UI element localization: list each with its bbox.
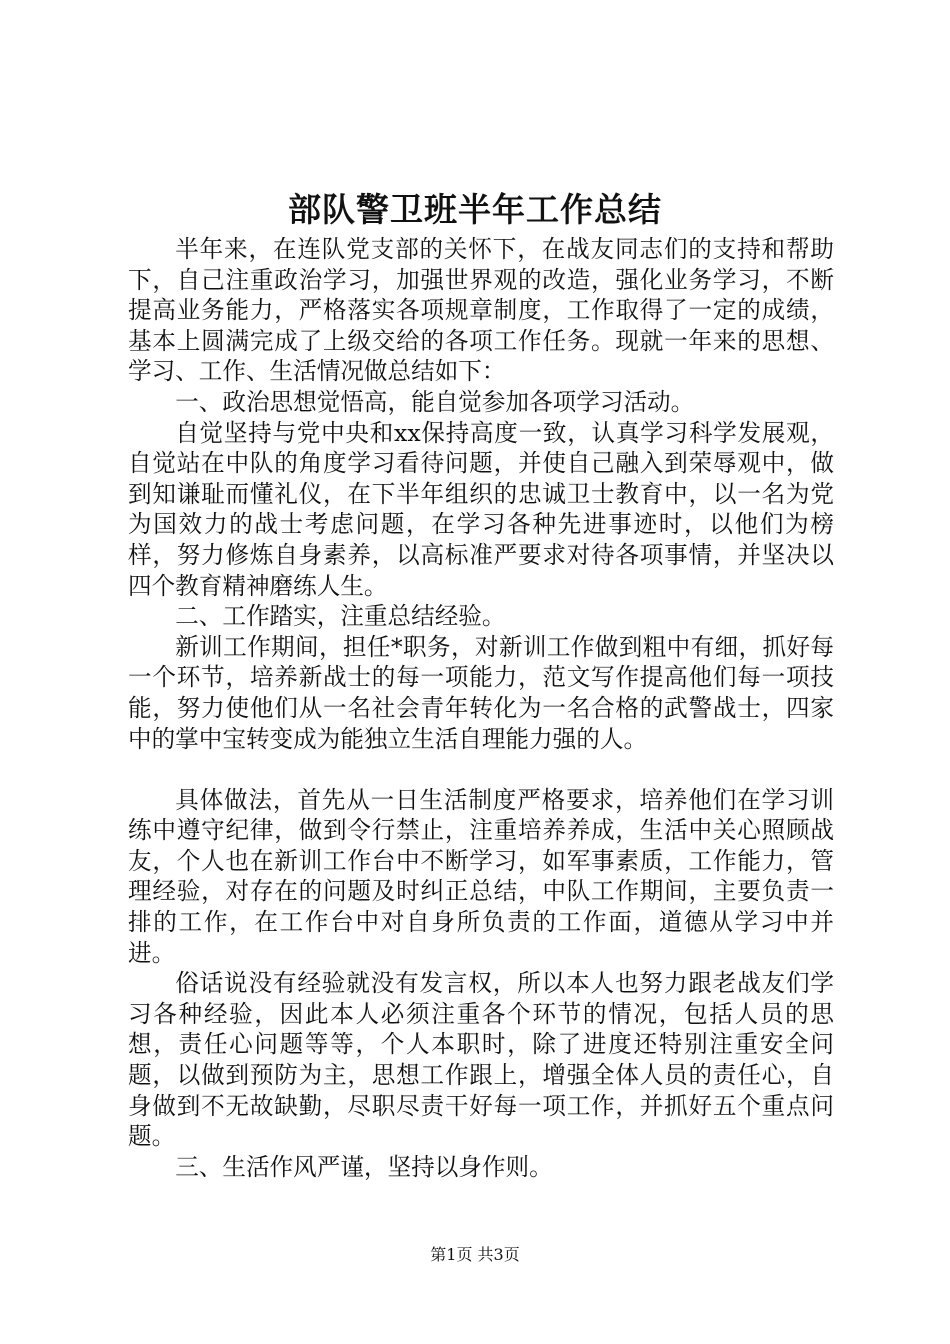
document-body: [128, 234, 834, 1182]
section-heading-life: 三、生活作风严谨，坚持以身作则。: [175, 1152, 553, 1181]
page-number-footer: 第1页 共3页: [430, 1245, 520, 1264]
intro-paragraph: 半年来，在连队党支部的关怀下，在战友同志们的支持和帮助下，自己注重政治学习，加强世界观的改造，强化业务学习，不断提高业务能力，严格落实各项规章制度，工作取得了一定的成绩，基本上圆满完成了上级交给的各项工作任务。现就一年来的思想、学习、工作、生活情况做总结如下：: [128, 235, 834, 386]
experience-paragraph: 俗话说没有经验就没有发言权，所以本人也努力跟老战友们学习各种经验，因此本人必须注重各个环节的情况，包括人员的思想，责任心问题等等，个人本职时，除了进度还特别注重安全问题，以做到预防为主，思想工作跟上，增强全体人员的责任心，自身做到不无故缺勤，尽职尽责干好每一项工作，并抓好五个重点问题。: [128, 969, 834, 1151]
section-heading-political: 一、政治思想觉悟高，能自觉参加各项学习活动。: [175, 387, 695, 416]
document-title: 部队警卫班半年工作总结: [288, 190, 662, 229]
section-heading-work: 二、工作踏实，注重总结经验。: [175, 602, 506, 631]
training-paragraph: 新训工作期间，担任*职务，对新训工作做到粗中有细，抓好每一个环节，培养新战士的每一项能力，范文写作提高他们每一项技能，努力使他们从一名社会青年转化为一名合格的武警战士，四家中的掌中宝转变成为能独立生活自理能力强的人。: [128, 632, 834, 753]
blank-line: [128, 754, 834, 785]
methods-paragraph: 具体做法，首先从一日生活制度严格要求，培养他们在学习训练中遵守纪律，做到令行禁止，注重培养养成，生活中关心照顾战友，个人也在新训工作台中不断学习，如军事素质，工作能力，管理经验，对存在的问题及时纠正总结，中队工作期间，主要负责一排的工作，在工作台中对自身所负责的工作面，道德从学习中并进。: [128, 785, 834, 967]
political-paragraph: 自觉坚持与党中央和xx保持高度一致，认真学习科学发展观，自觉站在中队的角度学习看待问题，并使自己融入到荣辱观中，做到知谦耻而懂礼仪，在下半年组织的忠诚卫士教育中，以一名为党为国效力的战士考虑问题，在学习各种先进事迹时，以他们为榜样，努力修炼自身素养，以高标准严要求对待各项事情，并坚决以四个教育精神磨练人生。: [128, 418, 834, 600]
